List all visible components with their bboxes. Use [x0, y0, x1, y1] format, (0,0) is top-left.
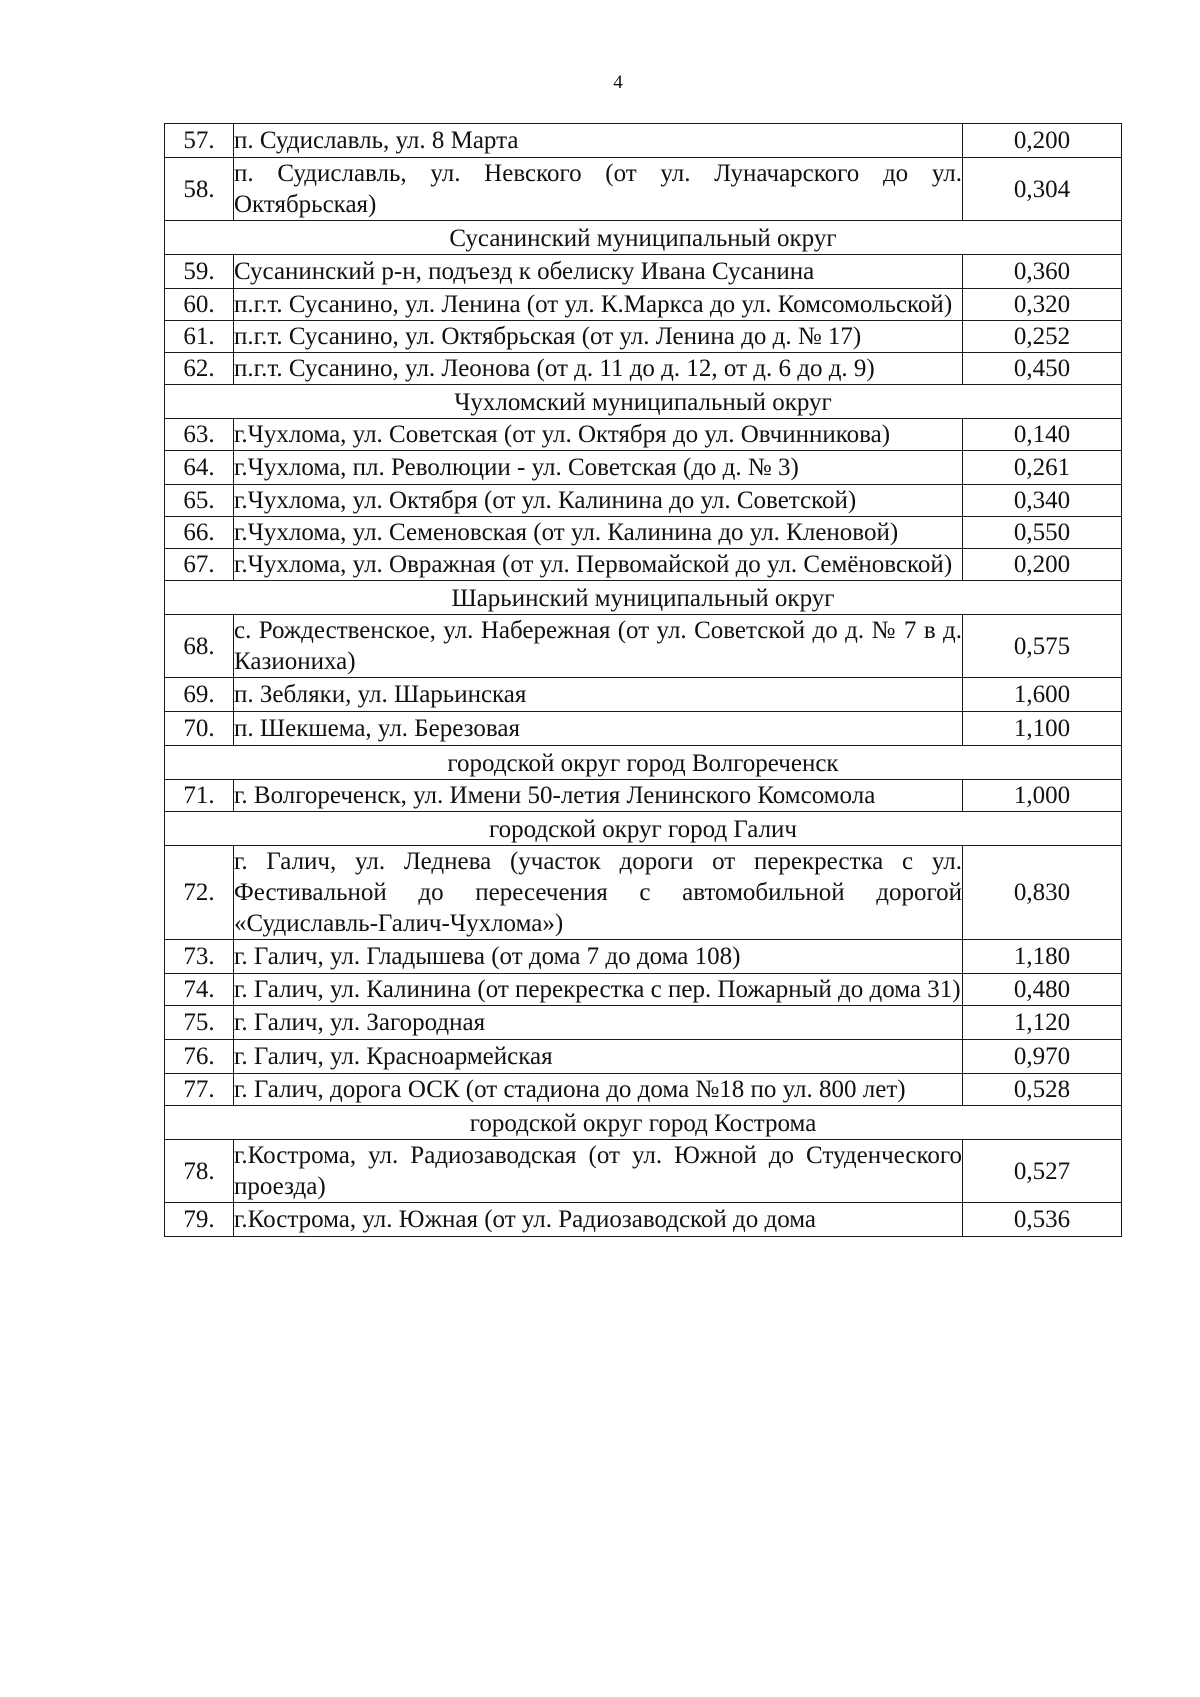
row-number: 70. [165, 712, 234, 746]
road-description: г. Галич, ул. Леднева (участок дороги от перекрестка с ул. Фестивальной до пересечения с автомобильной дорогой «Судиславль-Галич-Чухлома») [234, 846, 963, 940]
row-number: 66. [165, 517, 234, 549]
row-number: 67. [165, 549, 234, 581]
road-description: г. Галич, ул. Гладышева (от дома 7 до дома 108) [234, 940, 963, 974]
table-row [165, 712, 1122, 746]
road-length: 0,536 [963, 1203, 1122, 1237]
road-length: 0,261 [963, 451, 1122, 485]
row-number: 71. [165, 780, 234, 812]
road-description: г.Чухлома, ул. Октября (от ул. Калинина до ул. Советской) [234, 485, 963, 517]
section-title: городской округ город Галич [165, 812, 1122, 846]
table-row [165, 678, 1122, 712]
road-length: 1,000 [963, 780, 1122, 812]
road-length: 0,304 [963, 158, 1122, 221]
table-row [165, 940, 1122, 974]
section-title: Шарьинский муниципальный округ [165, 581, 1122, 615]
roads-table [164, 123, 1122, 1237]
row-number: 60. [165, 289, 234, 321]
table-row [165, 1203, 1122, 1237]
section-title: Сусанинский муниципальный округ [165, 221, 1122, 255]
table-row [165, 517, 1122, 549]
road-length: 0,200 [963, 549, 1122, 581]
table-row [165, 451, 1122, 485]
road-description: г.Кострома, ул. Южная (от ул. Радиозаводской до дома [234, 1203, 963, 1237]
table-row [165, 321, 1122, 353]
section-header-row [165, 812, 1122, 846]
road-description: с. Рождественское, ул. Набережная (от ул. Советской до д. № 7 в д. Казиониха) [234, 615, 963, 678]
table-row [165, 124, 1122, 158]
row-number: 75. [165, 1006, 234, 1040]
road-length: 0,140 [963, 419, 1122, 451]
table-row [165, 974, 1122, 1006]
table-row [165, 1140, 1122, 1203]
road-length: 0,550 [963, 517, 1122, 549]
table-row [165, 615, 1122, 678]
table-row [165, 1074, 1122, 1106]
road-length: 0,200 [963, 124, 1122, 158]
road-description: г.Чухлома, ул. Овражная (от ул. Первомайской до ул. Семёновской) [234, 549, 963, 581]
row-number: 69. [165, 678, 234, 712]
road-length: 0,527 [963, 1140, 1122, 1203]
table-row [165, 846, 1122, 940]
road-description: г. Волгореченск, ул. Имени 50-летия Ленинского Комсомола [234, 780, 963, 812]
row-number: 79. [165, 1203, 234, 1237]
row-number: 59. [165, 255, 234, 289]
row-number: 62. [165, 353, 234, 385]
row-number: 76. [165, 1040, 234, 1074]
road-description: п. Судиславль, ул. 8 Марта [234, 124, 963, 158]
road-description: Сусанинский р-н, подъезд к обелиску Ивана Сусанина [234, 255, 963, 289]
table-row [165, 549, 1122, 581]
road-length: 0,252 [963, 321, 1122, 353]
row-number: 58. [165, 158, 234, 221]
road-length: 1,180 [963, 940, 1122, 974]
road-description: п.г.т. Сусанино, ул. Октябрьская (от ул. Ленина до д. № 17) [234, 321, 963, 353]
road-description: г. Галич, ул. Красноармейская [234, 1040, 963, 1074]
section-title: Чухломский муниципальный округ [165, 385, 1122, 419]
table-row [165, 158, 1122, 221]
table-row [165, 780, 1122, 812]
section-header-row [165, 221, 1122, 255]
road-description: п.г.т. Сусанино, ул. Леонова (от д. 11 до д. 12, от д. 6 до д. 9) [234, 353, 963, 385]
row-number: 78. [165, 1140, 234, 1203]
table-row [165, 1006, 1122, 1040]
road-length: 0,830 [963, 846, 1122, 940]
road-length: 0,528 [963, 1074, 1122, 1106]
section-header-row [165, 1106, 1122, 1140]
road-length: 1,120 [963, 1006, 1122, 1040]
row-number: 74. [165, 974, 234, 1006]
road-length: 0,340 [963, 485, 1122, 517]
table-row [165, 485, 1122, 517]
section-header-row [165, 385, 1122, 419]
row-number: 63. [165, 419, 234, 451]
road-description: г. Галич, дорога ОСК (от стадиона до дома №18 по ул. 800 лет) [234, 1074, 963, 1106]
road-length: 0,480 [963, 974, 1122, 1006]
table-row [165, 419, 1122, 451]
road-description: г. Галич, ул. Загородная [234, 1006, 963, 1040]
table-row [165, 353, 1122, 385]
road-description: г.Чухлома, пл. Революции - ул. Советская (до д. № 3) [234, 451, 963, 485]
road-length: 1,600 [963, 678, 1122, 712]
road-description: г. Галич, ул. Калинина (от перекрестка с пер. Пожарный до дома 31) [234, 974, 963, 1006]
section-header-row [165, 746, 1122, 780]
road-description: г.Чухлома, ул. Семеновская (от ул. Калинина до ул. Кленовой) [234, 517, 963, 549]
row-number: 72. [165, 846, 234, 940]
table-row [165, 255, 1122, 289]
road-length: 0,320 [963, 289, 1122, 321]
row-number: 64. [165, 451, 234, 485]
road-length: 0,970 [963, 1040, 1122, 1074]
section-header-row [165, 581, 1122, 615]
table-row [165, 1040, 1122, 1074]
roads-table-body [165, 124, 1122, 1237]
row-number: 65. [165, 485, 234, 517]
road-description: п. Судиславль, ул. Невского (от ул. Луначарского до ул. Октябрьская) [234, 158, 963, 221]
road-length: 0,450 [963, 353, 1122, 385]
row-number: 77. [165, 1074, 234, 1106]
page-number: 4 [613, 72, 623, 93]
row-number: 73. [165, 940, 234, 974]
section-title: городской округ город Волгореченск [165, 746, 1122, 780]
section-title: городской округ город Кострома [165, 1106, 1122, 1140]
road-length: 0,575 [963, 615, 1122, 678]
road-description: п.г.т. Сусанино, ул. Ленина (от ул. К.Маркса до ул. Комсомольской) [234, 289, 963, 321]
road-description: г.Чухлома, ул. Советская (от ул. Октября до ул. Овчинникова) [234, 419, 963, 451]
row-number: 61. [165, 321, 234, 353]
row-number: 57. [165, 124, 234, 158]
road-description: г.Кострома, ул. Радиозаводская (от ул. Южной до Студенческого проезда) [234, 1140, 963, 1203]
row-number: 68. [165, 615, 234, 678]
road-length: 1,100 [963, 712, 1122, 746]
table-row [165, 289, 1122, 321]
road-description: п. Зебляки, ул. Шарьинская [234, 678, 963, 712]
road-description: п. Шекшема, ул. Березовая [234, 712, 963, 746]
road-length: 0,360 [963, 255, 1122, 289]
